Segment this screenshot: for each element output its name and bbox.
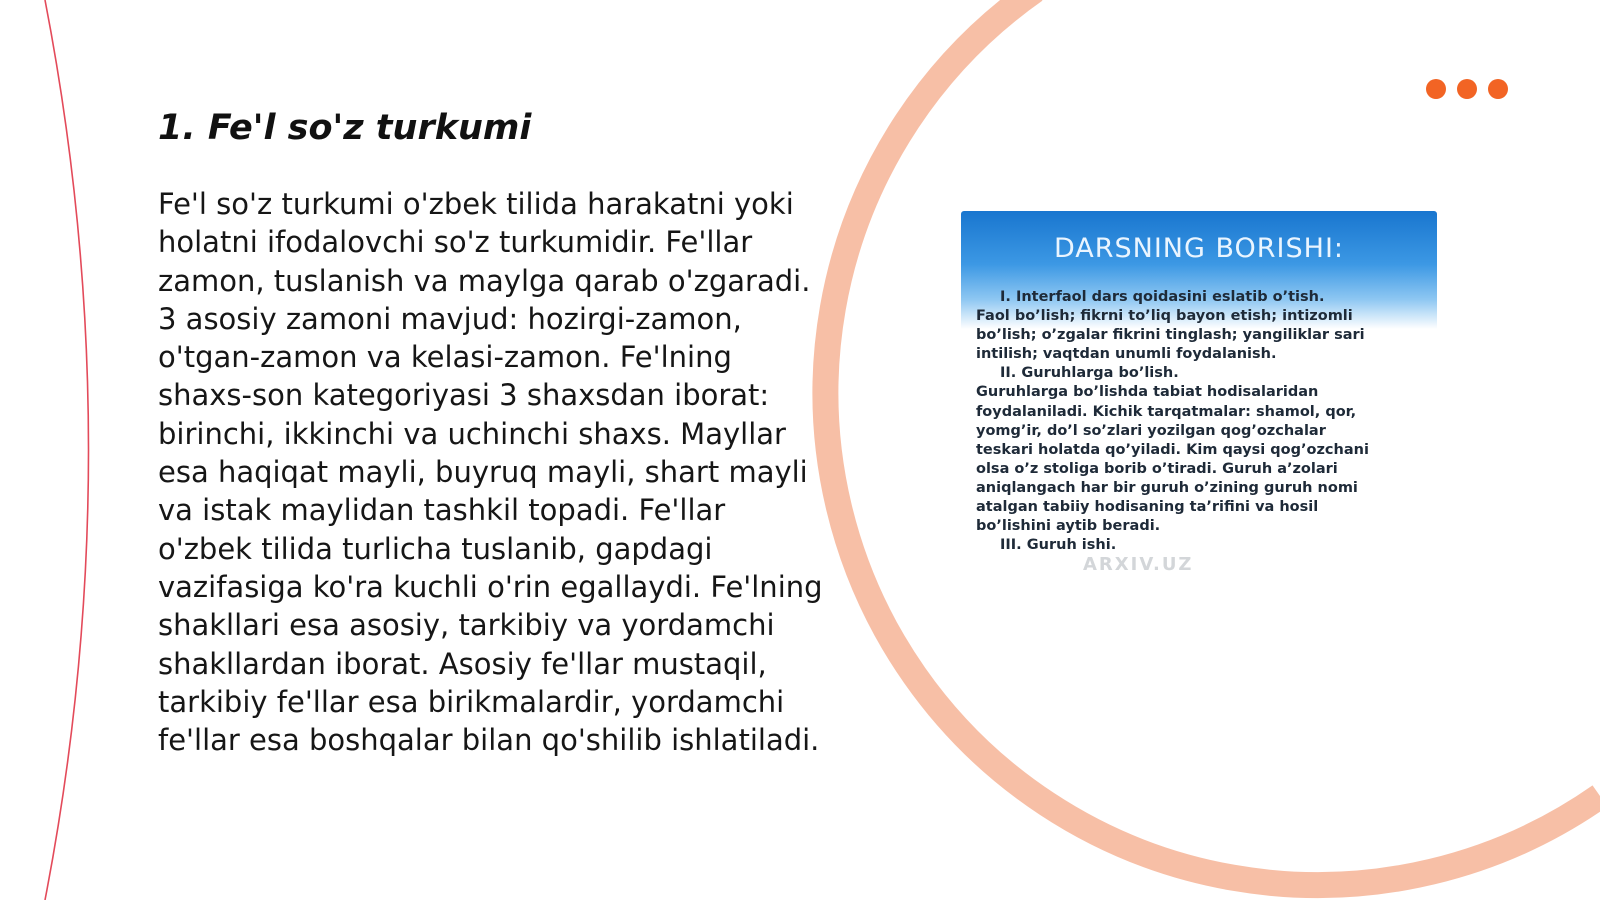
body-line: shakllardan iborat. Asosiy fe'llar mustaqil, bbox=[158, 646, 767, 681]
body-line: 3 asosiy zamoni mavjud: hozirgi-zamon, bbox=[158, 301, 742, 336]
body-line: tarkibiy fe'llar esa birikmalardir, yordamchi bbox=[158, 684, 785, 719]
card-line: bo’lish; o’zgalar fikrini tinglash; yangiliklar sari bbox=[976, 327, 1365, 344]
lesson-plan-image bbox=[961, 211, 1437, 586]
card-line: teskari holatda qo’yiladi. Kim qaysi qog’ozchani bbox=[976, 441, 1369, 458]
body-line: esa haqiqat mayli, buyruq mayli, shart mayli bbox=[158, 455, 808, 490]
body-line: vazifasiga ko'ra kuchli o'rin egallaydi. Fe'lning bbox=[158, 569, 823, 604]
card-line: foydalaniladi. Kichik tarqatmalar: shamol, qor, bbox=[976, 403, 1357, 420]
card-line: II. Guruhlarga bo’lish. bbox=[1000, 365, 1179, 382]
dot-icon bbox=[1488, 79, 1508, 99]
decorative-dots bbox=[1426, 79, 1508, 99]
dot-icon bbox=[1426, 79, 1446, 99]
left-divider-line bbox=[45, 0, 89, 900]
body-line: o'tgan-zamon va kelasi-zamon. Fe'lning bbox=[158, 340, 732, 375]
body-line: fe'llar esa boshqalar bilan qo'shilib ishlatiladi. bbox=[158, 723, 820, 758]
body-line: zamon, tuslanish va maylga qarab o'zgaradi. bbox=[158, 263, 811, 298]
card-text bbox=[976, 288, 1369, 555]
body-line: o'zbek tilida turlicha tuslanib, gapdagi bbox=[158, 531, 713, 566]
body-line: Fe'l so'z turkumi o'zbek tilida harakatni yoki bbox=[158, 187, 794, 221]
watermark: ARXIV.UZ bbox=[1083, 554, 1194, 575]
dot-icon bbox=[1457, 79, 1477, 99]
body-line: birinchi, ikkinchi va uchinchi shaxs. Mayllar bbox=[158, 416, 786, 451]
body-line: holatni ifodalovchi so'z turkumidir. Fe'llar bbox=[158, 225, 753, 260]
body-paragraph bbox=[158, 185, 858, 759]
card-line: yomg’ir, do’l so’zlari yozilgan qog’ozchalar bbox=[976, 422, 1326, 439]
body-line: va istak maylidan tashkil topadi. Fe'llar bbox=[158, 493, 726, 528]
body-line: shaxs-son kategoriyasi 3 shaxsdan iborat: bbox=[158, 378, 770, 413]
card-line: olsa o’z stoliga borib o’tiradi. Guruh a’zolari bbox=[976, 460, 1338, 477]
page-title: 1. Fe'l so'z turkumi bbox=[158, 108, 532, 148]
body-line: shakllari esa asosiy, tarkibiy va yordamchi bbox=[158, 608, 775, 643]
card-line: I. Interfaol dars qoidasini eslatib o’tish. bbox=[1000, 289, 1325, 305]
card-line: intilish; vaqtdan unumli foydalanish. bbox=[976, 346, 1277, 363]
card-line: Guruhlarga bo’lishda tabiat hodisalaridan bbox=[976, 384, 1319, 401]
card-line: III. Guruh ishi. bbox=[1000, 537, 1117, 554]
card-title: DARSNING BORISHI: bbox=[1053, 233, 1345, 264]
card-line: bo’lishini aytib beradi. bbox=[976, 518, 1161, 535]
card-line: Faol bo’lish; fikrni to’liq bayon etish; intizomli bbox=[976, 308, 1353, 325]
card-line: atalgan tabiiy hodisaning ta’rifini va hosil bbox=[976, 499, 1319, 516]
card-line: aniqlangach har bir guruh o’zining guruh nomi bbox=[976, 479, 1358, 496]
